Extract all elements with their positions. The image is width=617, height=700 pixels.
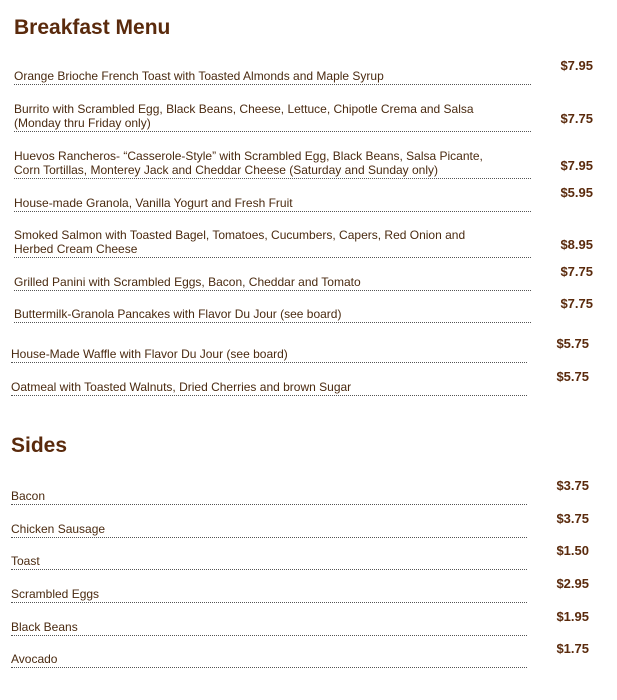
item-price: $5.75 xyxy=(556,369,589,384)
item-description xyxy=(14,307,531,323)
item-price: $7.95 xyxy=(560,158,593,173)
item-description-line: Huevos Rancheros- “Casserole-Style” with Scrambled Egg, Black Beans, Salsa Picante, xyxy=(14,149,483,163)
breakfast-menu-item xyxy=(14,45,593,85)
item-price: $3.75 xyxy=(556,511,589,526)
item-description xyxy=(14,69,531,85)
sides-menu-item xyxy=(11,628,589,668)
item-price: $7.95 xyxy=(560,58,593,73)
item-description-line: House-made Granola, Vanilla Yogurt and Fresh Fruit xyxy=(14,196,293,210)
item-price: $5.75 xyxy=(556,336,589,351)
item-description xyxy=(11,380,527,396)
item-description-line: House-Made Waffle with Flavor Du Jour (see board) xyxy=(11,347,288,361)
item-price: $7.75 xyxy=(560,264,593,279)
item-description-line: (Monday thru Friday only) xyxy=(14,116,151,130)
item-price: $7.75 xyxy=(560,111,593,126)
item-description xyxy=(14,102,531,132)
item-price: $3.75 xyxy=(556,478,589,493)
item-description-line: Burrito with Scrambled Egg, Black Beans, Cheese, Lettuce, Chipotle Crema and Salsa xyxy=(14,102,474,116)
breakfast-menu-heading: Breakfast Menu xyxy=(14,16,171,39)
item-description-line: Herbed Cream Cheese xyxy=(14,242,138,256)
item-description-line: Smoked Salmon with Toasted Bagel, Tomatoes, Cucumbers, Capers, Red Onion and xyxy=(14,228,466,242)
item-description-line: Grilled Panini with Scrambled Eggs, Bacon, Cheddar and Tomato xyxy=(14,275,361,289)
item-description-line: Oatmeal with Toasted Walnuts, Dried Cherries and brown Sugar xyxy=(11,380,352,394)
item-description xyxy=(11,652,527,668)
item-description-line: Avocado xyxy=(11,652,58,666)
item-description-line: Toast xyxy=(11,554,40,568)
item-description-line: Scrambled Eggs xyxy=(11,587,100,601)
item-price: $1.75 xyxy=(556,641,589,656)
item-description-line: Black Beans xyxy=(11,620,78,634)
breakfast-menu-item xyxy=(14,172,593,212)
item-description-line: Buttermilk-Granola Pancakes with Flavor Du Jour (see board) xyxy=(14,307,342,321)
breakfast-menu-item xyxy=(14,92,593,132)
item-price: $1.50 xyxy=(556,543,589,558)
item-price: $5.95 xyxy=(560,185,593,200)
breakfast-menu-item xyxy=(11,356,589,396)
item-description-line: Bacon xyxy=(11,489,46,503)
item-price: $1.95 xyxy=(556,609,589,624)
item-description xyxy=(14,196,531,212)
item-description-line: Chicken Sausage xyxy=(11,522,106,536)
item-price: $8.95 xyxy=(560,237,593,252)
item-description-line: Orange Brioche French Toast with Toasted Almonds and Maple Syrup xyxy=(14,69,384,83)
item-price: $2.95 xyxy=(556,576,589,591)
breakfast-menu-item xyxy=(14,283,593,323)
item-description-line: Corn Tortillas, Monterey Jack and Cheddar Cheese (Saturday and Sunday only) xyxy=(14,163,439,177)
sides-heading: Sides xyxy=(11,434,68,457)
item-price: $7.75 xyxy=(560,296,593,311)
